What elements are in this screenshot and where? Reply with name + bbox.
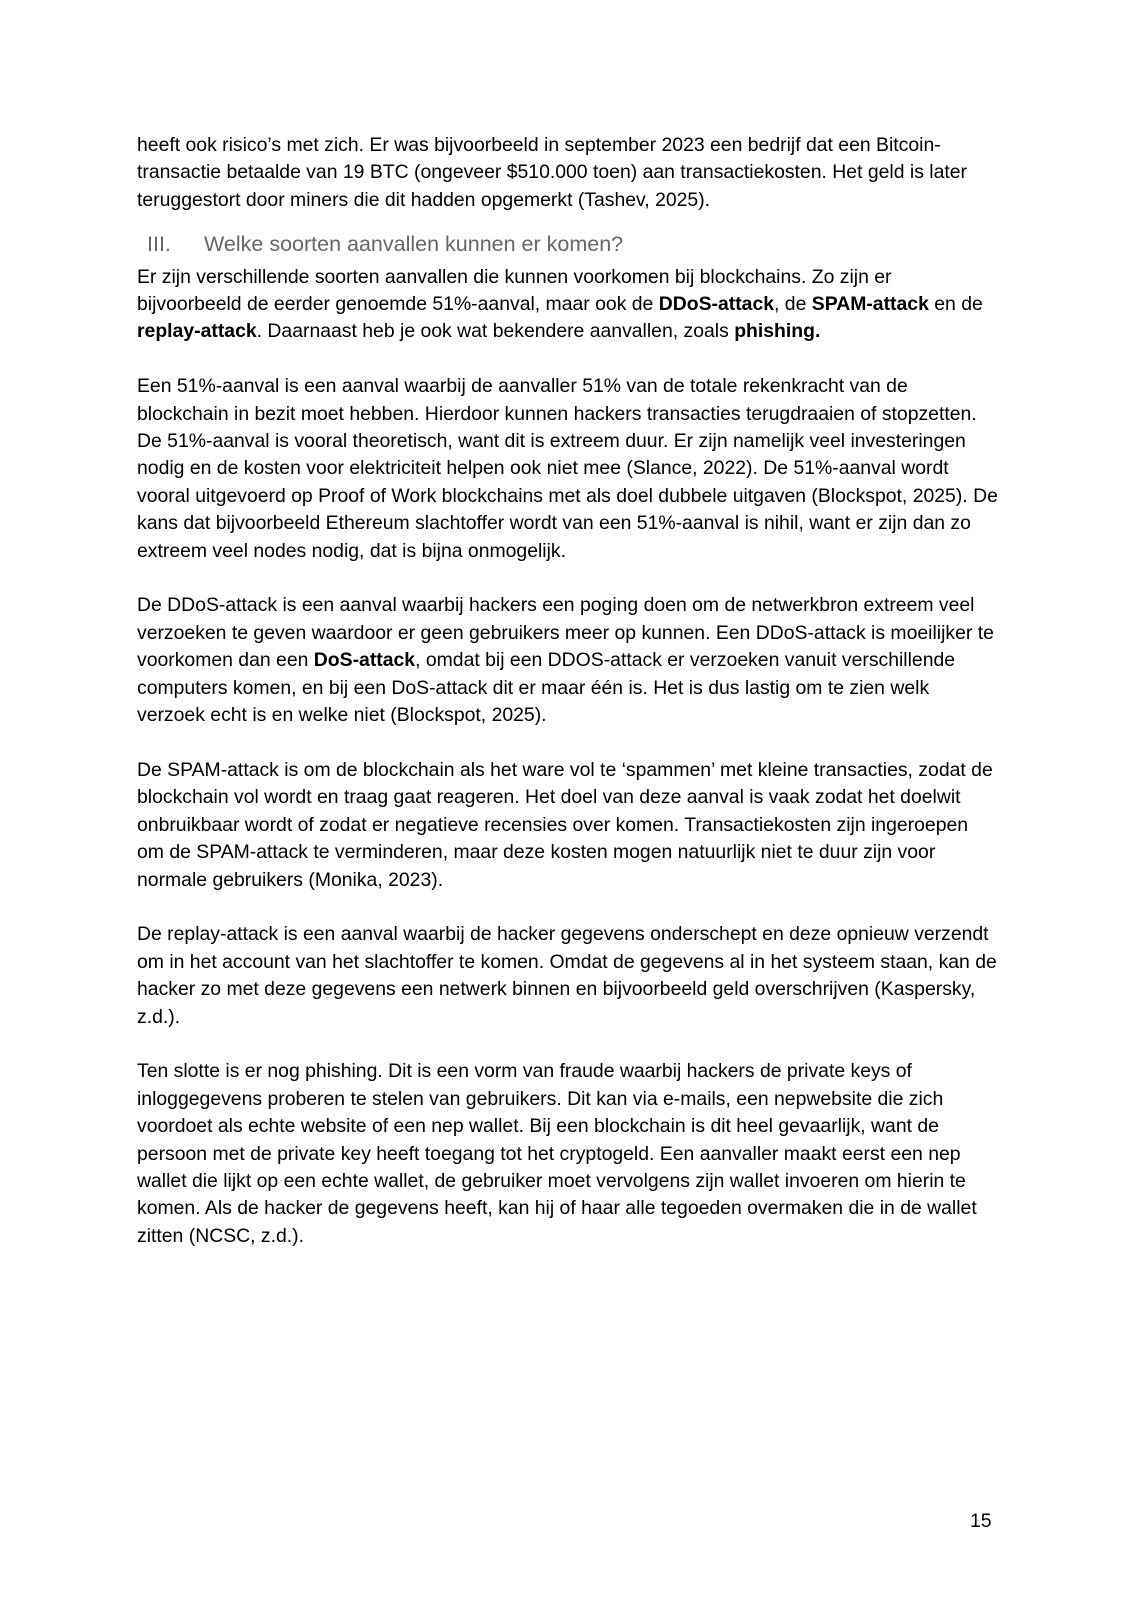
section-heading [137, 230, 999, 258]
overview-text-1: Er zijn verschillende soorten aanvallen die kunnen voorkomen bij blockchains. Zo zijn er bijvoorbeeld de eerder genoemde 51%-aanval, maar ook de [137, 265, 892, 316]
overview-text-3: en de [928, 293, 983, 316]
ddos-paragraph [137, 592, 999, 729]
document-page [137, 132, 999, 1278]
replay-paragraph: De replay-attack is een aanval waarbij de hacker gegevens onderschept en deze opnieuw verzendt om in het account van het slachtoffer te komen. Omdat de gegevens al in het systeem staan, kan de hacker zo met deze gegevens een netwerk binnen en bijvoorbeeld geld overschrijven (Kaspersky, z.d.). [137, 923, 997, 1028]
replay-term: replay-attack [137, 320, 257, 343]
ddos-text-1: De DDoS-attack is een aanval waarbij hackers een poging doen om de netwerkbron extreem veel verzoeken te geven waardoor er geen gebruikers meer op kunnen. Een DDoS-attack is moeilijker te voorkomen dan een [137, 594, 994, 672]
section-title: Welke soorten aanvallen kunnen er komen? [204, 231, 624, 256]
attack51-paragraph: Een 51%-aanval is een aanval waarbij de aanvaller 51% van de totale rekenkracht van de blockchain in bezit moet hebben. Hierdoor kunnen hackers transacties terugdraaien of stopzetten. De 51%-aanval is vooral theoretisch, want dit is extreem duur. Er zijn namelijk veel investeringen nodig en de kosten voor elektriciteit helpen ook niet mee (Slance, 2022). De 51%-aanval wordt vooral uitgevoerd op Proof of Work blockchains met als doel dubbele uitgaven (Blockspot, 2025). De kans dat bijvoorbeeld Ethereum slachtoffer wordt van een 51%-aanval is nihil, want er zijn dan zo extreem veel nodes nodig, dat is bijna onmogelijk. [137, 375, 998, 562]
ddos-text-2: , omdat bij een DDOS-attack er verzoeken vanuit verschillende computers komen, en bij een DoS-attack dit er maar één is. Het is dus lastig om te zien welk verzoek echt is en welke niet (Blockspot, 2025). [137, 649, 956, 727]
section-number: III. [147, 231, 171, 256]
phishing-term: phishing. [734, 320, 821, 343]
spam-term: SPAM-attack [811, 293, 929, 316]
overview-text-4: . Daarnaast heb je ook wat bekendere aanvallen, zoals [256, 320, 735, 343]
ddos-term: DDoS-attack [658, 293, 775, 316]
intro-paragraph: heeft ook risico’s met zich. Er was bijvoorbeeld in september 2023 een bedrijf dat een Bitcoin-transactie betaalde van 19 BTC (ongeveer $510.000 toen) aan transactiekosten. Het geld is later teruggestort door miners die dit hadden opgemerkt (Tashev, 2025). [137, 134, 968, 211]
dos-term: DoS-attack [313, 649, 416, 672]
page-number: 15 [970, 1510, 992, 1532]
overview-paragraph [137, 264, 999, 346]
phishing-paragraph: Ten slotte is er nog phishing. Dit is een vorm van fraude waarbij hackers de private keys of inloggegevens proberen te stelen van gebruikers. Dit kan via e-mails, een nepwebsite die zich voordoet als echte website of een nep wallet. Bij een blockchain is dit heel gevaarlijk, want de persoon met de private key heeft toegang tot het cryptogeld. Een aanvaller maakt eerst een nep wallet die lijkt op een echte wallet, de gebruiker moet vervolgens zijn wallet invoeren om hierin te komen. Als de hacker de gegevens heeft, kan hij of haar alle tegoeden overmaken die in de wallet zitten (NCSC, z.d.). [137, 1060, 977, 1247]
spam-paragraph: De SPAM-attack is om de blockchain als het ware vol te ‘spammen’ met kleine transacties, zodat de blockchain vol wordt en traag gaat reageren. Het doel van deze aanval is vaak zodat het doelwit onbruikbaar wordt of zodat er negatieve recensies over komen. Transactiekosten zijn ingeroepen om de SPAM-attack te verminderen, maar deze kosten mogen natuurlijk niet te duur zijn voor normale gebruikers (Monika, 2023). [137, 758, 993, 891]
overview-text-2: , de [774, 293, 812, 316]
